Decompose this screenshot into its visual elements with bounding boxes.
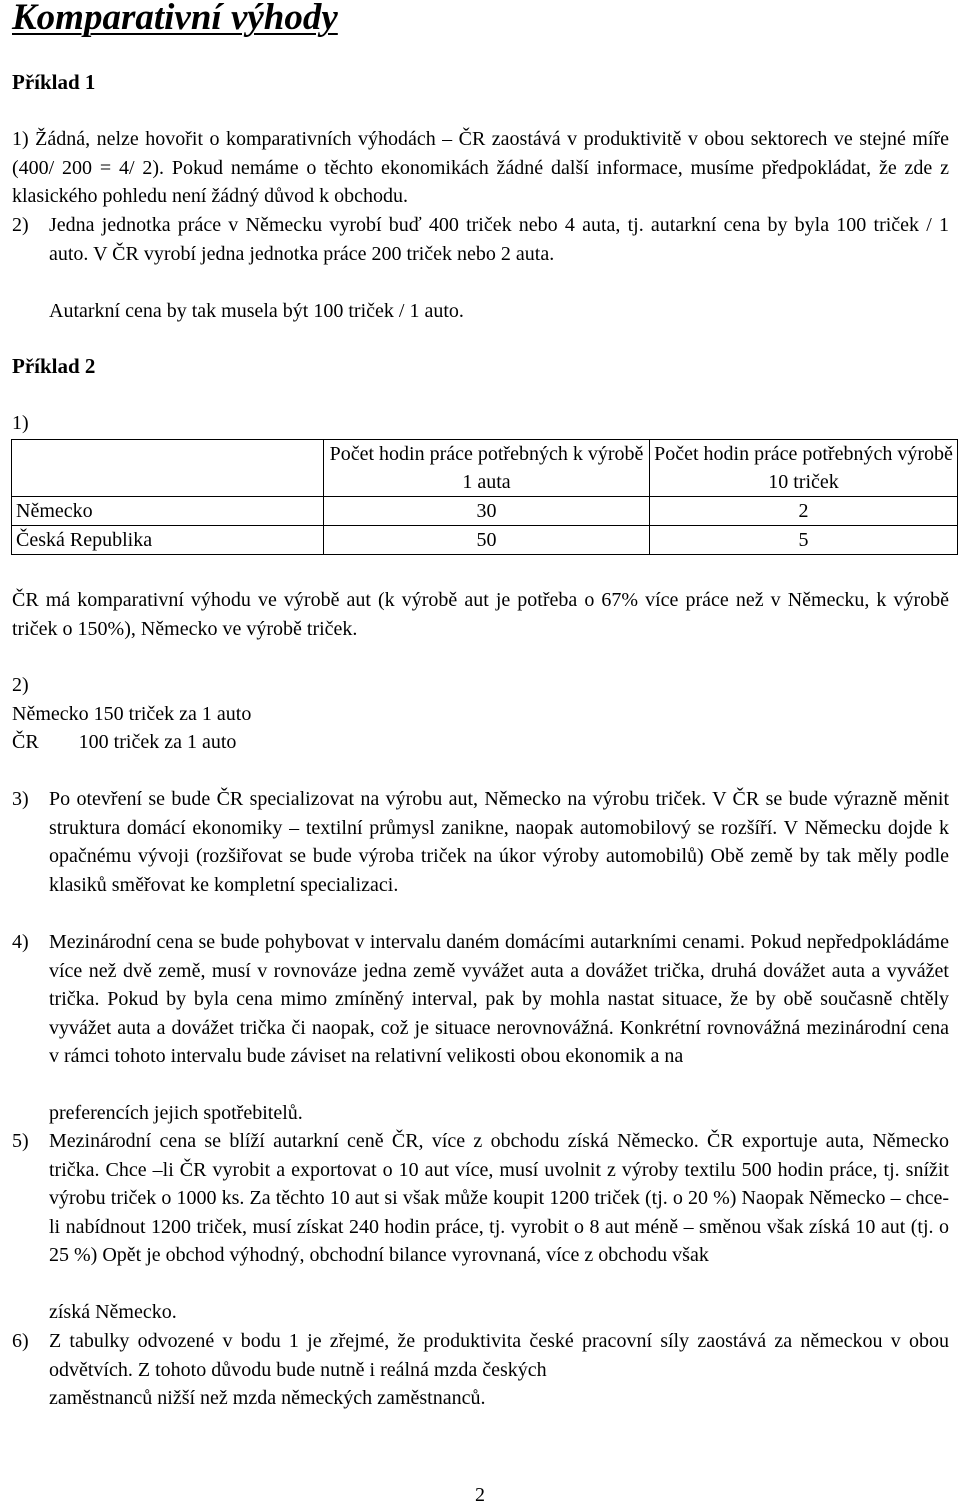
document-title: Komparativní výhody <box>12 0 338 38</box>
example-1-answer-2-last-line: Autarkní cena by tak musela být 100 triček / 1 auto. <box>49 300 464 322</box>
example-1-item-2-number: 2) <box>12 214 29 236</box>
table-cell-shirts: 2 <box>650 497 958 526</box>
table-cell-cars: 30 <box>324 497 650 526</box>
example-1-answer-1: 1) Žádná, nelze hovořit o komparativních výhodách – ČR zaostává v produktivitě v obou sektorech ve stejné míře (400/ 200 = 4/ 2). Pokud nemáme o těchto ekonomikách žádné další informace, musíme předpokládat, že zde z klasického pohledu není žádný důvod k obchodu. <box>12 128 949 208</box>
table-cell-shirts: 5 <box>650 526 958 555</box>
table-header-empty <box>12 440 324 497</box>
example-2-answer-3: Po otevření se bude ČR specializovat na výrobu aut, Německo na výrobu triček. V ČR se bude výrazně měnit struktura domácí ekonomiky – textilní průmysl zanikne, naopak automobilový se rozšíří. V Německu dojde k opačnému vývoji (rozšiřovat se bude výroba triček na úkor výroby automobilů) Obě země by tak měly podle klasiků směřovat ke kompletní specializaci. <box>49 788 949 896</box>
example-2-item-3-number: 3) <box>12 788 29 810</box>
example-2-answer-5-last-line: získá Německo. <box>49 1301 177 1323</box>
example-2-heading: Příklad 2 <box>12 354 96 378</box>
example-2-item-6-number: 6) <box>12 1330 29 1352</box>
table-header-shirts: Počet hodin práce potřebných výrobě 10 triček <box>650 440 958 497</box>
example-2-item-1-number: 1) <box>12 412 29 434</box>
table-row <box>12 497 958 526</box>
autarky-price-germany: Německo 150 triček za 1 auto <box>12 703 252 725</box>
example-2-answer-4: Mezinárodní cena se bude pohybovat v intervalu daném domácími autarkními cenami. Pokud nepředpokládáme více než dvě země, musí v rovnováze jedna země vyvážet auta a dovážet trička, druhá dovážet auta a vyvážet trička. Pokud by byla cena mimo zmíněný interval, pak by mohla nastat situace, že by obě současně chtěly vyvážet auta a dovážet trička či naopak, což je situace nerovnovážná. Konkrétní rovnovážná mezinárodní cena v rámci tohoto intervalu bude záviset na relativní velikosti obou ekonomik a na <box>49 931 949 1068</box>
table-cell-country: Česká Republika <box>12 526 324 555</box>
example-2-item-4-number: 4) <box>12 931 29 953</box>
example-2-answer-6: Z tabulky odvozené v bodu 1 je zřejmé, že produktivita české pracovní síly zaostává za německou v obou odvětvích. Z tohoto důvodu bude nutně i reálná mzda českých <box>49 1330 949 1381</box>
autarky-price-cr: ČR 100 triček za 1 auto <box>12 731 237 753</box>
example-2-item-2-number: 2) <box>12 674 29 696</box>
table-header-row <box>12 440 958 497</box>
comparative-advantage-text: ČR má komparativní výhodu ve výrobě aut (k výrobě aut je potřeba o 67% více práce než v Německu, k výrobě triček o 150%), Německo ve výrobě triček. <box>12 589 949 640</box>
page-number: 2 <box>475 1484 485 1506</box>
table-cell-cars: 50 <box>324 526 650 555</box>
table-row <box>12 526 958 555</box>
example-1-answer-2: Jedna jednotka práce v Německu vyrobí buď 400 triček nebo 4 auta, tj. autarkní cena by byla 100 triček / 1 auto. V ČR vyrobí jedna jednotka práce 200 triček nebo 2 auta. <box>49 214 949 265</box>
labor-hours-table <box>11 439 958 555</box>
table-cell-country: Německo <box>12 497 324 526</box>
example-2-answer-4-last-line: preferencích jejich spotřebitelů. <box>49 1102 303 1124</box>
example-2-answer-5: Mezinárodní cena se blíží autarkní ceně ČR, více z obchodu získá Německo. ČR exportuje auta, Německo trička. Chce –li ČR vyrobit a exportovat o 10 aut více, musí uvolnit z výroby textilu 500 hodin práce, tj. snížit výrobu triček o 1000 ks. Za těchto 10 aut si však může koupit 1200 triček (tj. o 20 %) Naopak Německo – chce-li nabídnout 1200 triček, musí získat 240 hodin práce, tj. vyrobit o 8 aut méně – směnou však získá 10 aut (tj. o 25 %) Opět je obchod výhodný, obchodní bilance vyrovnaná, více z obchodu však <box>49 1130 949 1267</box>
table-header-cars: Počet hodin práce potřebných k výrobě 1 auta <box>324 440 650 497</box>
example-1-heading: Příklad 1 <box>12 70 96 94</box>
example-2-answer-6-last-line: zaměstnanců nižší než mzda německých zaměstnanců. <box>49 1387 486 1409</box>
example-2-item-5-number: 5) <box>12 1130 29 1152</box>
